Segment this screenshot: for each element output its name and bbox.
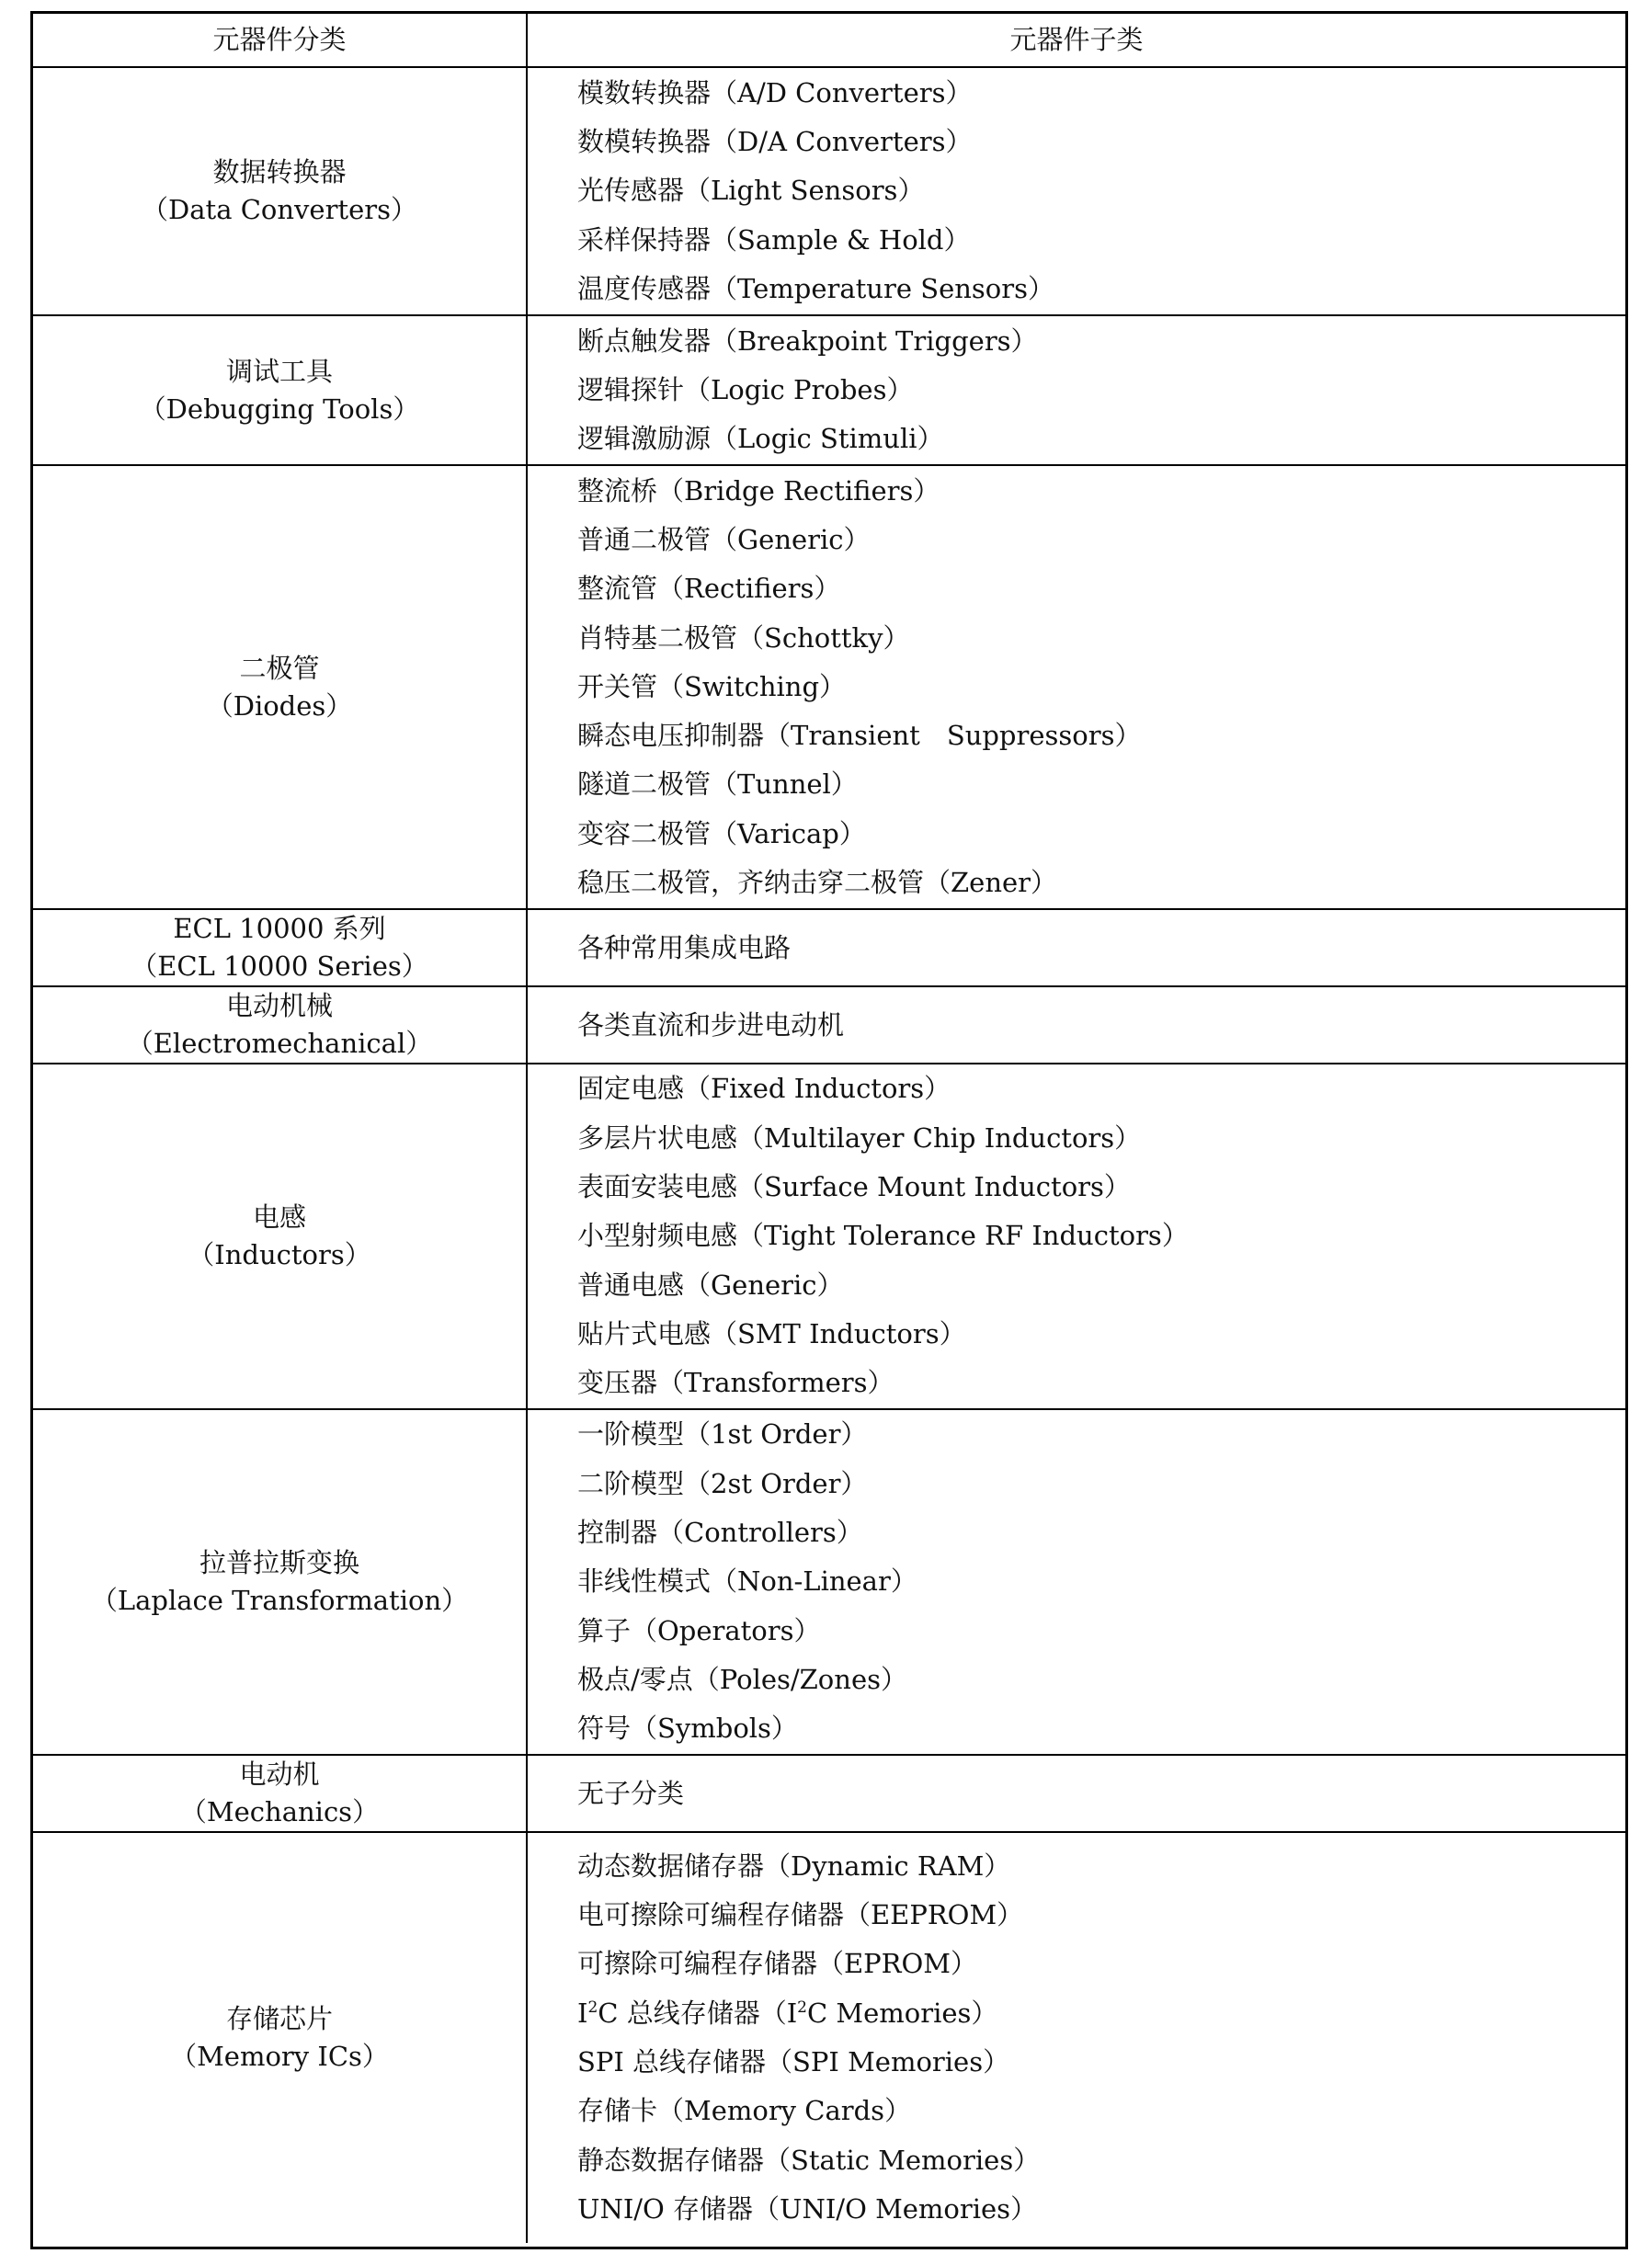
subcategory-item: 瞬态电压抑制器（Transient Suppressors） xyxy=(577,720,1142,752)
subcategory-item: 算子（Operators） xyxy=(577,1614,821,1646)
subcategory-item: 整流桥（Bridge Rectifiers） xyxy=(577,474,940,506)
subcategory-item: 光传感器（Light Sensors） xyxy=(577,175,925,207)
category-name-en: （ECL 10000 Series） xyxy=(131,950,428,982)
subcategory-item: 固定电感（Fixed Inductors） xyxy=(577,1073,951,1105)
subcategory-item: 动态数据储存器（Dynamic RAM） xyxy=(577,1850,1011,1882)
subcategory-cell xyxy=(528,1833,1625,2243)
category-name-zh: 电动机械 xyxy=(225,990,333,1021)
category-cell xyxy=(33,1756,528,1831)
subcategory-item: 采样保持器（Sample & Hold） xyxy=(577,223,971,256)
table-header xyxy=(33,14,1625,68)
subcategory-item: 控制器（Controllers） xyxy=(577,1517,863,1549)
category-cell xyxy=(33,1410,528,1754)
category-name-en: （Inductors） xyxy=(188,1239,371,1270)
subcategory-item: 各种常用集成电路 xyxy=(577,931,792,963)
subcategory-item: 电可擦除可编程存储器（EEPROM） xyxy=(577,1899,1024,1931)
subcategory-item: 静态数据存储器（Static Memories） xyxy=(577,2144,1041,2176)
category-name-zh: 二极管 xyxy=(239,652,320,684)
subcategory-cell xyxy=(528,1756,1625,1831)
subcategory-item: 肖特基二极管（Schottky） xyxy=(577,621,910,654)
subcategory-cell xyxy=(528,466,1625,908)
category-name-zh: 调试工具 xyxy=(225,355,333,387)
subcategory-item: 一阶模型（1st Order） xyxy=(577,1418,868,1451)
subcategory-cell xyxy=(528,987,1625,1063)
subcategory-item: SPI 总线存储器（SPI Memories） xyxy=(577,2046,1010,2077)
category-cell xyxy=(33,910,528,985)
subcategory-item: 存储卡（Memory Cards） xyxy=(577,2095,912,2127)
category-cell xyxy=(33,1064,528,1408)
subcategory-item: 隧道二极管（Tunnel） xyxy=(577,768,858,801)
table-row xyxy=(33,316,1625,466)
subcategory-cell xyxy=(528,1064,1625,1408)
category-name-zh: 电动机 xyxy=(239,1759,320,1790)
table-row xyxy=(33,68,1625,316)
table-row xyxy=(33,466,1625,910)
subcategory-cell xyxy=(528,316,1625,464)
subcategory-item: 逻辑激励源（Logic Stimuli） xyxy=(577,423,944,455)
header-subcategory: 元器件子类 xyxy=(1009,24,1144,55)
subcategory-item: 普通电感（Generic） xyxy=(577,1269,844,1301)
category-name-en: （Diodes） xyxy=(206,689,353,722)
subcategory-cell xyxy=(528,1410,1625,1754)
subcategory-item: 无子分类 xyxy=(577,1777,685,1809)
subcategory-item: 符号（Symbols） xyxy=(577,1713,798,1745)
subcategory-item: 开关管（Switching） xyxy=(577,670,847,702)
subcategory-item: 数模转换器（D/A Converters） xyxy=(577,126,973,158)
header-category: 元器件分类 xyxy=(33,14,528,66)
category-name-en: （Electromechanical） xyxy=(126,1028,433,1059)
subcategory-item: 断点触发器（Breakpoint Triggers） xyxy=(577,324,1038,357)
table-row xyxy=(33,1756,1625,1833)
category-name-zh: 存储芯片 xyxy=(225,2003,333,2034)
table-row xyxy=(33,1833,1625,2243)
subcategory-item: 多层片状电感（Multilayer Chip Inductors） xyxy=(577,1121,1142,1154)
subcategory-item: 小型射频电感（Tight Tolerance RF Inductors） xyxy=(577,1220,1189,1252)
table-row xyxy=(33,987,1625,1064)
subcategory-cell xyxy=(528,68,1625,314)
subcategory-item: 各类直流和步进电动机 xyxy=(577,1008,845,1041)
category-name-en: （Mechanics） xyxy=(179,1796,380,1827)
subcategory-item: UNI/O 存储器（UNI/O Memories） xyxy=(577,2192,1038,2225)
category-cell xyxy=(33,316,528,464)
category-name-zh: ECL 10000 系列 xyxy=(173,913,386,944)
table-row xyxy=(33,1064,1625,1410)
table-row xyxy=(33,1410,1625,1756)
category-name-zh: 电感 xyxy=(252,1201,306,1233)
subcategory-item: 模数转换器（A/D Converters） xyxy=(577,76,973,108)
subcategory-item: 变压器（Transformers） xyxy=(577,1367,894,1399)
subcategory-item: 非线性模式（Non-Linear） xyxy=(577,1565,917,1598)
subcategory-item: 稳压二极管，齐纳击穿二极管（Zener） xyxy=(577,867,1058,899)
subcategory-item: 整流管（Rectifiers） xyxy=(577,573,841,605)
category-name-en: （Memory ICs） xyxy=(170,2041,389,2072)
component-table xyxy=(30,11,1628,2249)
subcategory-item: 表面安装电感（Surface Mount Inductors） xyxy=(577,1171,1131,1203)
table-row xyxy=(33,910,1625,987)
category-name-zh: 数据转换器 xyxy=(212,156,347,188)
subcategory-item: 变容二极管（Varicap） xyxy=(577,817,866,849)
category-cell xyxy=(33,987,528,1063)
subcategory-item: 二阶模型（2st Order） xyxy=(577,1467,868,1499)
category-name-zh: 拉普拉斯变换 xyxy=(199,1547,359,1578)
subcategory-item: 温度传感器（Temperature Sensors） xyxy=(577,272,1054,304)
subcategory-item: 可擦除可编程存储器（EPROM） xyxy=(577,1948,977,1980)
category-cell xyxy=(33,466,528,908)
subcategory-item: 极点/零点（Poles/Zones） xyxy=(577,1663,907,1695)
category-name-en: （Data Converters） xyxy=(142,194,417,225)
subcategory-item: 逻辑探针（Logic Probes） xyxy=(577,373,914,405)
subcategory-item: 贴片式电感（SMT Inductors） xyxy=(577,1317,966,1349)
category-name-en: （Debugging Tools） xyxy=(139,393,420,425)
category-name-en: （Laplace Transformation） xyxy=(90,1585,469,1616)
subcategory-item: 普通二极管（Generic） xyxy=(577,523,871,555)
category-cell xyxy=(33,68,528,314)
category-cell xyxy=(33,1833,528,2243)
subcategory-item-i2c: $I^2C$ 总线存储器（$I^2C$ Memories） xyxy=(577,1997,998,2029)
subcategory-cell xyxy=(528,910,1625,985)
